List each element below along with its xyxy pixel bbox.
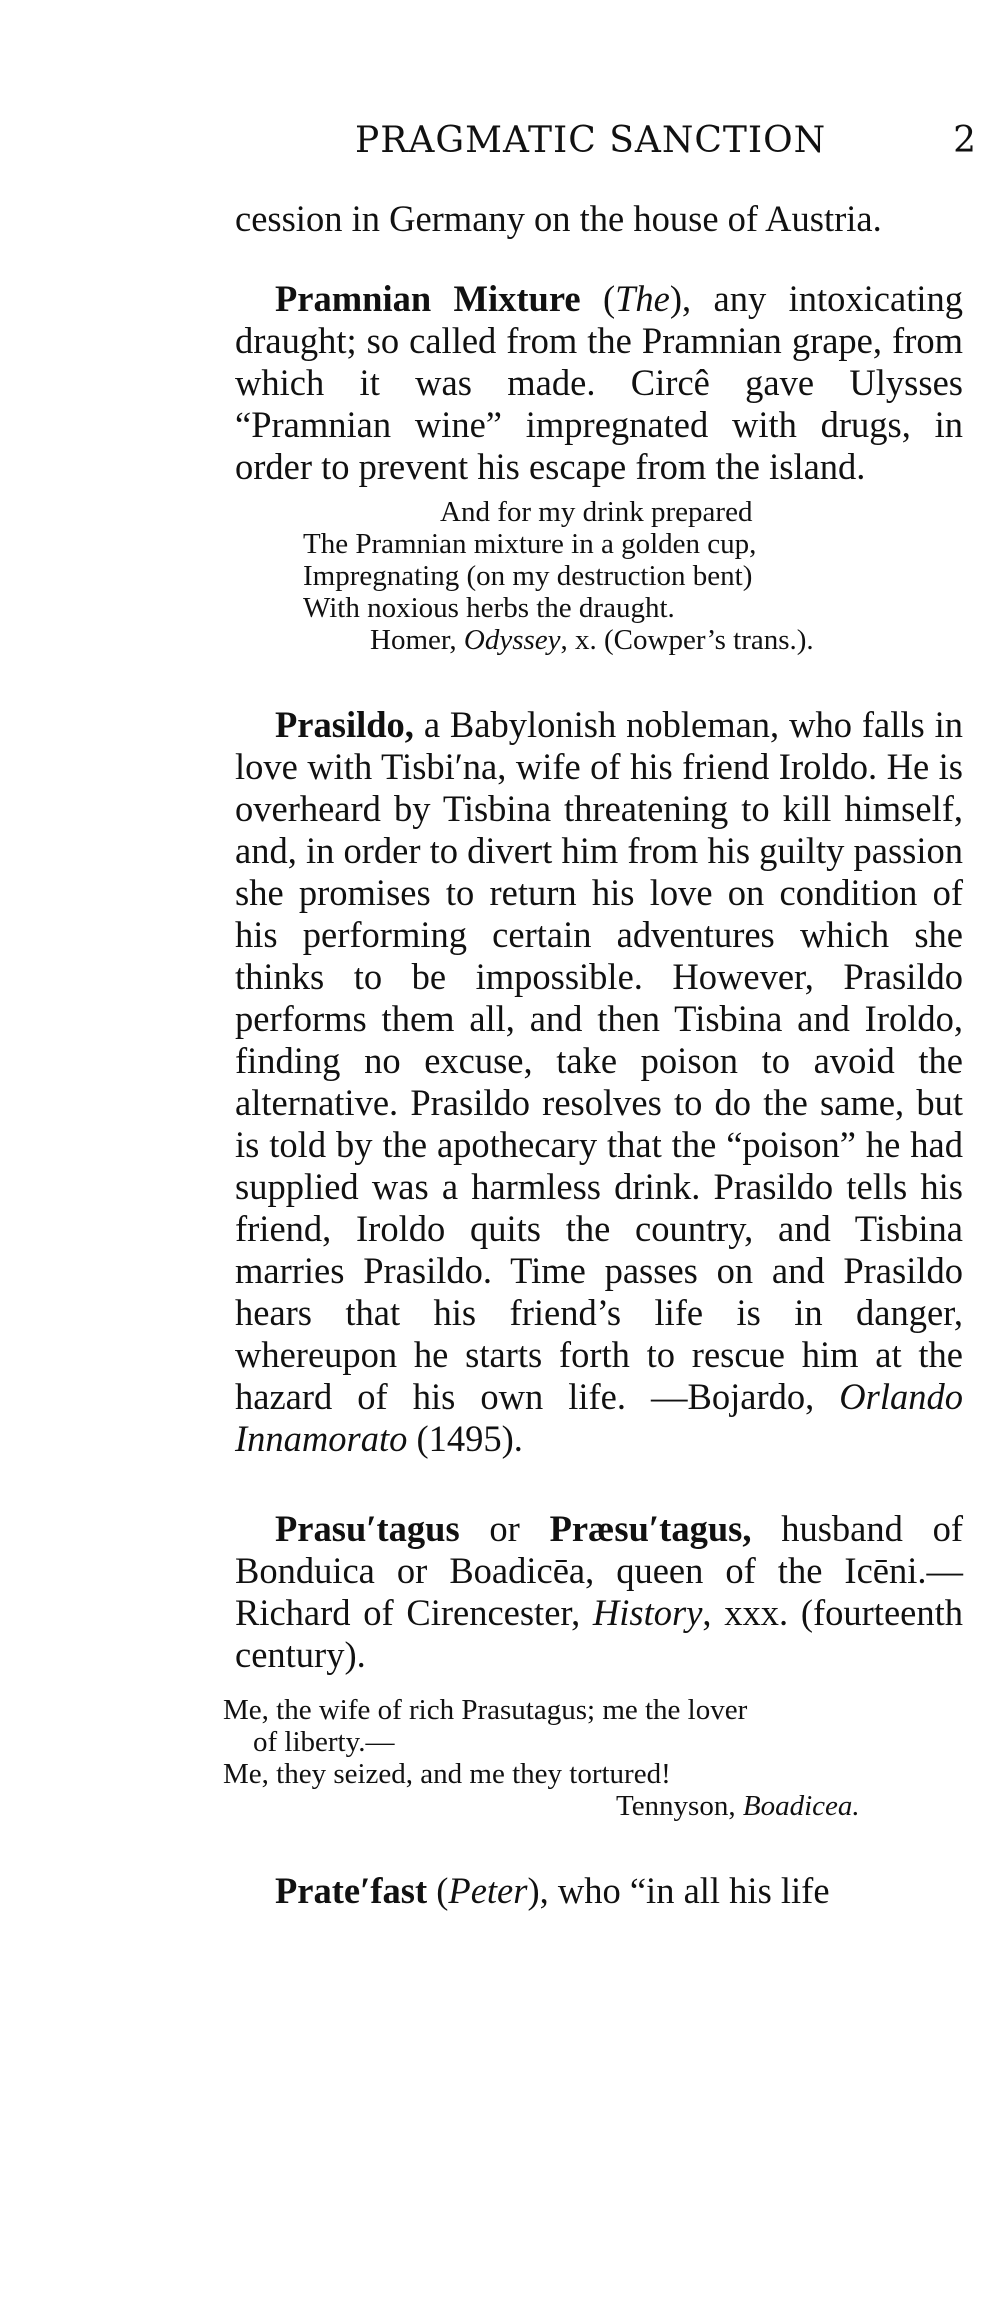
- verse-line: With noxious herbs the draught.: [303, 592, 675, 624]
- body-text: [223, 198, 964, 1912]
- entry-pratefast: Prate′fast (Peter), who “in all his life: [275, 1870, 830, 1911]
- verse-line: Impregnating (on my destruction bent): [303, 560, 753, 592]
- headword: Pramnian Mixture: [275, 278, 581, 319]
- verse-line: Me, they seized, and me they tortured!: [223, 1758, 671, 1790]
- cited-work: History: [592, 1592, 703, 1633]
- entry-text: who “in all his life: [548, 1870, 830, 1911]
- entry-text: any intoxicating draught; so called from the Pramnian grape, from which it was made. Circê gave Ulysses “Pramnian wine” impregnated with drugs, in order to prevent his escape from the island.: [235, 278, 963, 487]
- entry-text: a Babylonish nobleman, who falls in love with Tisbi′na, wife of his friend Iroldo. He is overheard by Tisbina threatening to kill himself, and, in order to divert him from his guilty passion she promises to return his love on condition of his performing certain adventures which she thinks to be impossible. However, Prasildo performs them all, and then Tisbina and Iroldo, finding no excuse, take poison to avoid the alternative. Prasildo resolves to do the same, but is told by the apothecary that the “poison” he had supplied was a harmless drink. Prasildo tells his friend, Iroldo quits the country, and Tisbina marries Prasildo. Time passes on and Prasildo hears that his friend’s life is in danger, whereupon he starts forth to rescue him at the hazard of his own life. —Bojardo,: [235, 704, 963, 1417]
- verse-quotation: [235, 496, 963, 656]
- headword-qualifier: Peter: [448, 1870, 528, 1911]
- entry-prasildo: Prasildo, a Babylonish nobleman, who falls in love with Tisbi′na, wife of his friend Iroldo. He is overheard by Tisbina threatening to kill himself, and, in order to divert him from his guilty passion she promises to return his love on condition of his performing certain adventures which she thinks to be impossible. However, Prasildo performs them all, and then Tisbina and Iroldo, finding no excuse, take poison to avoid the alternative. Prasildo resolves to do the same, but is told by the apothecary that the “poison” he had supplied was a harmless drink. Prasildo tells his friend, Iroldo quits the country, and Tisbina marries Prasildo. Time passes on and Prasildo hears that his friend’s life is in danger, whereupon he starts forth to rescue him at the hazard of his own life. —Bojardo, Orlando Innamorato (1495).: [235, 704, 963, 1459]
- quotation-attribution: Tennyson, Boadicea.: [616, 1790, 860, 1822]
- entry-prasutagus: Prasu′tagus or Præsu′tagus, husband of Bonduica or Boadicēa, queen of the Icēni.—Richard of Cirencester, History, xxx. (fourteenth century).: [235, 1508, 964, 1675]
- entry-pramnian-mixture: Pramnian Mixture (The), any intoxicating draught; so called from the Pramnian grape, from which it was made. Circê gave Ulysses “Pramnian wine” impregnated with drugs, in order to prevent his escape from the island.: [235, 278, 963, 487]
- verse-line: of liberty.—: [253, 1726, 395, 1758]
- headword: Prate′fast: [275, 1870, 428, 1911]
- running-head: [355, 120, 995, 161]
- continuation-paragraph: cession in Germany on the house of Austria.: [235, 198, 882, 239]
- cited-work: Orlando Innamorato: [235, 1376, 963, 1459]
- verse-quotation: [223, 1694, 963, 1822]
- headword: Prasildo,: [275, 704, 414, 745]
- verse-line: Me, the wife of rich Prasutagus; me the lover: [223, 1694, 748, 1726]
- headword-qualifier: The: [615, 278, 670, 319]
- entry-text: husband of Bonduica or Boadicēa, queen of the Icēni.—Richard of Cirencester,: [235, 1508, 964, 1633]
- running-head-title: PRAGMATIC SANCTION: [355, 120, 827, 161]
- verse-line: And for my drink prepared: [440, 496, 753, 528]
- page-number: 2: [953, 120, 977, 161]
- headword: Prasu′tagus: [275, 1508, 460, 1549]
- verse-line: The Pramnian mixture in a golden cup,: [303, 528, 757, 560]
- headword-variant: Præsu′tagus,: [549, 1508, 752, 1549]
- quotation-attribution: Homer, Odyssey, x. (Cowper’s trans.).: [370, 624, 814, 656]
